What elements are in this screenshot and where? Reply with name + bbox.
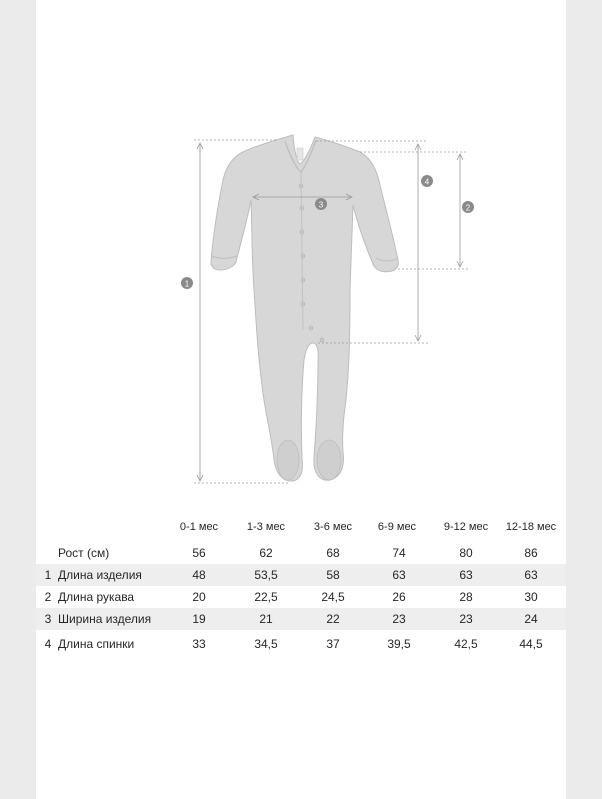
table-cell: 22,5 <box>254 590 278 604</box>
table-cell: 39,5 <box>387 637 411 651</box>
table-header <box>36 516 566 538</box>
column-header: 6-9 мес <box>377 521 417 533</box>
table-cell: 20 <box>192 590 206 604</box>
row-label: Длина спинки <box>58 637 135 651</box>
table-row <box>36 542 566 564</box>
row-number <box>38 542 58 564</box>
table-cell: 24 <box>524 612 538 626</box>
marker-4 <box>421 175 433 187</box>
table-cell: 63 <box>459 568 473 582</box>
column-header: 0-1 мес <box>179 521 219 533</box>
marker-3 <box>315 198 327 210</box>
table-cell: 80 <box>459 546 473 560</box>
row-label: Длина рукава <box>58 590 135 604</box>
row-label: Рост (см) <box>58 546 110 560</box>
row-number: 4 <box>44 637 52 651</box>
table-cell: 24,5 <box>321 590 345 604</box>
table-cell: 28 <box>459 590 473 604</box>
table-cell: 63 <box>392 568 406 582</box>
table-cell: 33 <box>192 637 206 651</box>
table-cell: 19 <box>192 612 206 626</box>
table-cell: 58 <box>326 568 340 582</box>
svg-text:3: 3 <box>318 200 324 210</box>
table-cell: 68 <box>326 546 340 560</box>
table-row <box>36 586 566 608</box>
table-cell: 21 <box>259 612 273 626</box>
sleepsuit-illustration <box>211 135 398 481</box>
svg-text:1: 1 <box>184 279 190 289</box>
table-cell: 74 <box>392 546 406 560</box>
marker-2 <box>462 201 474 213</box>
table-cell: 48 <box>192 568 206 582</box>
column-header: 3-6 мес <box>313 521 353 533</box>
column-header: 1-3 мес <box>246 521 286 533</box>
table-cell: 30 <box>524 590 538 604</box>
table-cell: 23 <box>459 612 473 626</box>
row-number: 2 <box>44 590 52 604</box>
svg-text:2: 2 <box>465 203 471 213</box>
marker-1 <box>181 277 193 289</box>
table-cell: 56 <box>192 546 206 560</box>
row-number: 3 <box>44 612 52 626</box>
svg-text:4: 4 <box>424 177 430 187</box>
table-cell: 62 <box>259 546 273 560</box>
column-header: 9-12 мес <box>443 521 489 533</box>
table-cell: 37 <box>326 637 340 651</box>
column-header: 12-18 мес <box>505 521 557 533</box>
row-label: Длина изделия <box>58 568 142 582</box>
table-row <box>36 633 566 655</box>
table-cell: 42,5 <box>454 637 478 651</box>
table-cell: 34,5 <box>254 637 278 651</box>
row-label: Ширина изделия <box>58 612 152 626</box>
table-row <box>36 608 566 630</box>
table-cell: 26 <box>392 590 406 604</box>
table-cell: 86 <box>524 546 538 560</box>
table-cell: 53,5 <box>254 568 278 582</box>
row-number: 1 <box>44 568 52 582</box>
table-cell: 23 <box>392 612 406 626</box>
table-cell: 63 <box>524 568 538 582</box>
table-cell: 44,5 <box>519 637 543 651</box>
table-row <box>36 564 566 586</box>
table-cell: 22 <box>326 612 340 626</box>
